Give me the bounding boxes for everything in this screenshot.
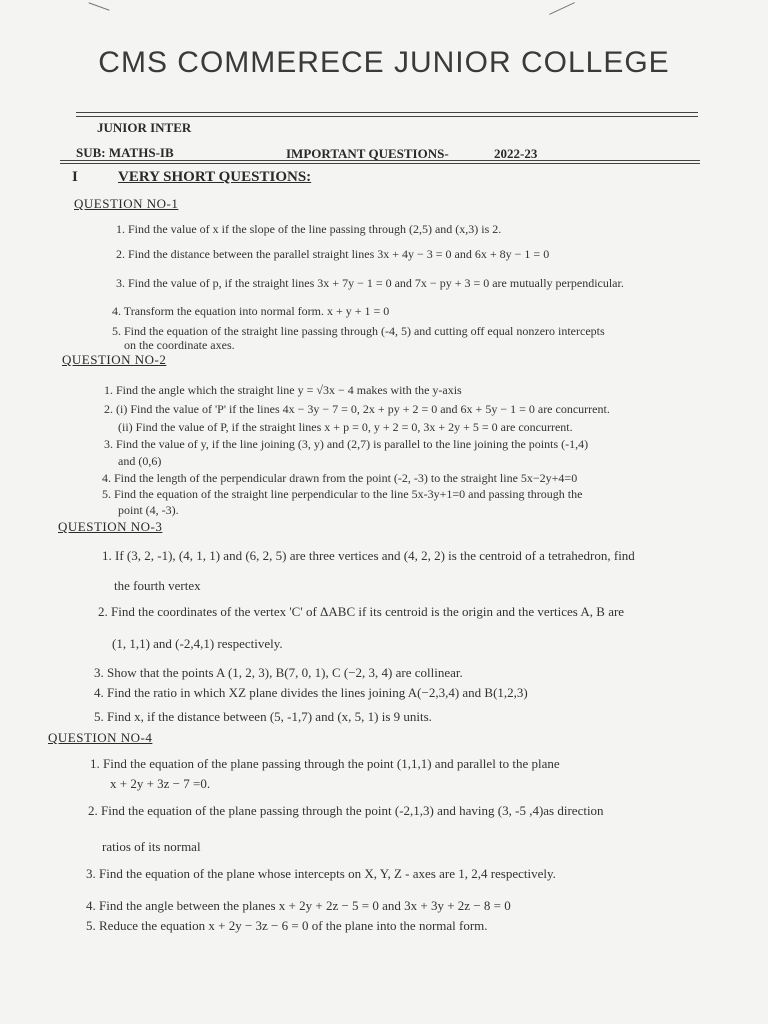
divider — [60, 163, 700, 164]
college-title: CMS COMMERECE JUNIOR COLLEGE — [98, 46, 670, 79]
list-item: 3. Find the value of y, if the line joining (3, y) and (2,7) is parallel to the line joining the points (-1,4) — [104, 437, 589, 451]
list-item: 1. If (3, 2, -1), (4, 1, 1) and (6, 2, 5) are three vertices and (4, 2, 2) is the centroid of a tetrahedron, find — [102, 548, 635, 563]
list-item: 2. Find the coordinates of the vertex 'C' of ΔABC if its centroid is the origin and the vertices A, B are — [98, 604, 625, 619]
list-item: (1, 1,1) and (-2,4,1) respectively. — [112, 636, 283, 651]
list-item: point (4, -3). — [118, 503, 179, 517]
divider — [60, 160, 700, 161]
section-number: I — [72, 169, 78, 185]
class-label: JUNIOR INTER — [97, 120, 192, 135]
list-item: on the coordinate axes. — [124, 338, 235, 352]
list-item: 3. Find the equation of the plane whose intercepts on X, Y, Z - axes are 1, 2,4 respectively. — [86, 866, 556, 881]
list-item: 5. Find x, if the distance between (5, -1,7) and (x, 5, 1) is 9 units. — [94, 709, 432, 724]
pen-mark — [549, 2, 575, 15]
section-title: VERY SHORT QUESTIONS: — [118, 169, 312, 185]
list-item: 4. Find the ratio in which XZ plane divides the lines joining A(−2,3,4) and B(1,2,3) — [94, 685, 528, 700]
list-item: 5. Find the equation of the straight line perpendicular to the line 5x-3y+1=0 and passing through the — [102, 487, 583, 501]
list-item: 2. (i) Find the value of 'P' if the lines 4x − 3y − 7 = 0, 2x + py + 2 = 0 and 6x + 5y − 1 = 0 are concurrent. — [104, 402, 610, 416]
list-item: 2. Find the equation of the plane passing through the point (-2,1,3) and having (3, -5 ,4)as direction — [88, 803, 604, 818]
list-item: 4. Find the length of the perpendicular drawn from the point (-2, -3) to the straight line 5x−2y+4=0 — [102, 471, 578, 485]
list-item: 4. Transform the equation into normal form. x + y + 1 = 0 — [112, 304, 390, 318]
list-item: 3. Show that the points A (1, 2, 3), B(7, 0, 1), C (−2, 3, 4) are collinear. — [94, 665, 463, 680]
list-item: 2. Find the distance between the parallel straight lines 3x + 4y − 3 = 0 and 6x + 8y − 1 = 0 — [116, 247, 550, 261]
list-item: ratios of its normal — [102, 839, 201, 854]
pen-mark — [88, 2, 109, 10]
paper-title: IMPORTANT QUESTIONS- — [286, 146, 449, 161]
list-item: x + 2y + 3z − 7 =0. — [110, 776, 211, 791]
list-item: 5. Find the equation of the straight line passing through (-4, 5) and cutting off equal nonzero intercepts — [112, 324, 605, 338]
list-item: 5. Reduce the equation x + 2y − 3z − 6 = 0 of the plane into the normal form. — [86, 918, 488, 933]
question-heading: QUESTION NO-1 — [74, 196, 179, 211]
question-heading: QUESTION NO-3 — [58, 519, 163, 534]
list-item: (ii) Find the value of P, if the straight lines x + p = 0, y + 2 = 0, 3x + 2y + 5 = 0 are concurrent. — [118, 420, 573, 434]
subject-label: SUB: MATHS-IB — [76, 145, 174, 160]
question-heading: QUESTION NO-2 — [62, 352, 167, 367]
question-heading: QUESTION NO-4 — [48, 730, 153, 745]
list-item: 1. Find the equation of the plane passing through the point (1,1,1) and parallel to the plane — [90, 756, 560, 771]
list-item: 3. Find the value of p, if the straight lines 3x + 7y − 1 = 0 and 7x − py + 3 = 0 are mutually perpendicular. — [116, 276, 624, 290]
list-item: and (0,6) — [118, 454, 162, 468]
list-item: 1. Find the value of x if the slope of the line passing through (2,5) and (x,3) is 2. — [116, 222, 502, 236]
divider — [76, 116, 698, 117]
divider — [76, 112, 698, 113]
list-item: 1. Find the angle which the straight line y = √3x − 4 makes with the y-axis — [104, 383, 462, 397]
academic-year: 2022-23 — [494, 146, 538, 161]
list-item: the fourth vertex — [114, 578, 201, 593]
list-item: 4. Find the angle between the planes x + 2y + 2z − 5 = 0 and 3x + 3y + 2z − 8 = 0 — [86, 898, 511, 913]
